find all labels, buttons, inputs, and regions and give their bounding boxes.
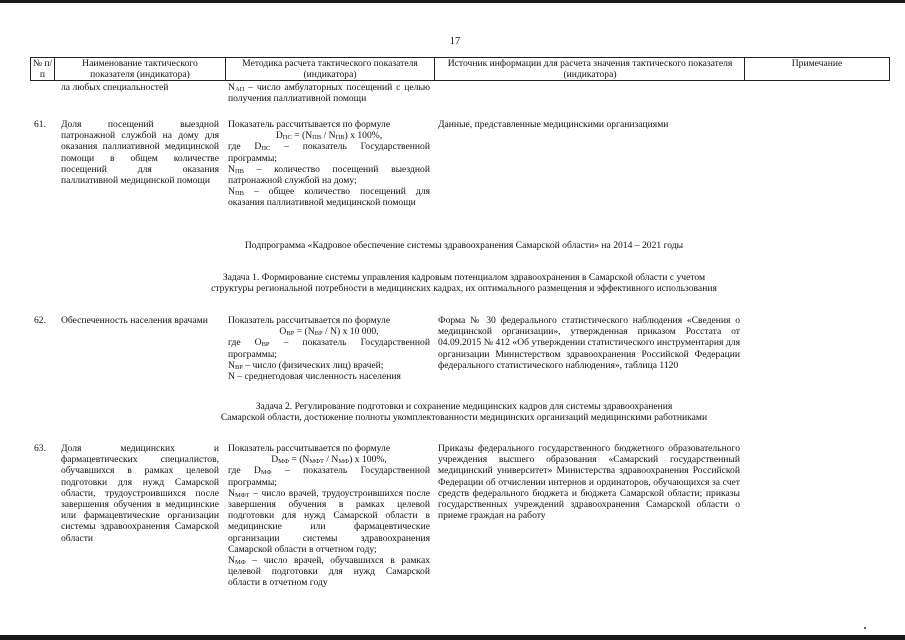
page-number: 17 bbox=[449, 36, 461, 47]
indicator-name: Доля посещений выездной патронажной службой на дому для оказания паллиативной медицинской помощи в общем количестве посещений для оказания паллиативной медицинской помощи bbox=[61, 119, 219, 187]
continued-row-method: $N_{АП}$ – число амбулаторных посещений с целью получения паллиативной помощи bbox=[228, 82, 430, 105]
indicator-source: Форма № 30 федерального статистического наблюдения «Сведения о медицинской организации», утвержденная приказом Росстата от 04.09.2015 № 412 «Об утверждении статистического инструментария для организации Министерством здравоохранения Российской Федерации федерального статистического наблюдения», таблица 1120 bbox=[438, 315, 740, 371]
top-border bbox=[0, 0, 905, 3]
task-2-line: Самарской области, достижение полноты укомплектованности медицинских организаций медицинскими работниками bbox=[220, 412, 708, 424]
method-formula: $D_{МФ} = (N_{МФТ} / N_{МФ})$ х 100%, bbox=[271, 454, 387, 466]
header-divider bbox=[889, 58, 890, 80]
header-divider bbox=[744, 58, 745, 80]
row-number: 61. bbox=[34, 119, 46, 130]
task-1-heading bbox=[60, 272, 868, 294]
header-divider bbox=[434, 58, 435, 80]
continued-row-name: ла любых специальностей bbox=[61, 82, 169, 93]
row-number: 63. bbox=[34, 443, 46, 454]
method-formula: $D_{ПС} = (N_{ПВ} / N_{ПВ})$ х 100%, bbox=[275, 130, 383, 142]
header-col-source: Источник информации для расчета значения тактического показателя (индикатора) bbox=[447, 58, 733, 80]
row-number: 62. bbox=[34, 315, 46, 326]
scan-speck bbox=[864, 627, 866, 629]
indicator-name: Доля медицинских и фармацевтических специалистов, обучавшихся в рамках целевой подготовки для нужд Самарской области, трудоустроившихся после завершения обучения в медицинские или фармацевтические организации системы здравоохранения Самарской области bbox=[61, 443, 219, 544]
indicator-method bbox=[228, 443, 430, 589]
header-col-note: Примечание bbox=[791, 58, 843, 69]
header-divider bbox=[225, 58, 226, 80]
header-col-method: Методика расчета тактического показателя (индикатора) bbox=[242, 58, 418, 80]
header-col-name: Наименование тактического показателя (индикатора) bbox=[82, 58, 198, 80]
indicator-method bbox=[228, 119, 430, 209]
method-intro: Показатель рассчитывается по формуле bbox=[228, 315, 391, 326]
bottom-border bbox=[0, 635, 905, 640]
subprogram-title: Подпрограмма «Кадровое обеспечение системы здравоохранения Самарской области» на 2014 – 2021 годы bbox=[244, 240, 684, 251]
method-definitions: где $О_{ВР}$ – показатель Государственной программы; $N_{ВР}$ – число (физических лиц) врачей; N – среднегодовая численность населения bbox=[228, 337, 430, 383]
task-2-line: Задача 2. Регулирование подготовки и сохранение медицинских кадров для системы здравоохранения bbox=[255, 401, 673, 412]
indicator-source: Данные, представленные медицинскими организациями bbox=[438, 119, 669, 130]
method-definitions: где $D_{МФ}$ – показатель Государственной программы; $N_{МФТ}$ – число врачей, трудоустроившихся после завершения обучения в рамках целевой подготовки для нужд Самарской области в медицинские или фармацевтические организации системы здравоохранения Самарской области в отчетном году; $N_{МФ}$ – число врачей, обучавшихся в рамках целевой подготовки для нужд Самарской области в отчетном году bbox=[228, 465, 430, 589]
task-1-line: Задача 1. Формирование системы управления кадровым потенциалом здравоохранения в Самарской области с учетом bbox=[222, 272, 706, 283]
method-intro: Показатель рассчитывается по формуле bbox=[228, 443, 391, 454]
method-formula: $О_{ВР} = (N_{ВР} / N)$ х 10 000, bbox=[279, 326, 379, 338]
header-divider bbox=[54, 58, 55, 80]
indicator-method bbox=[228, 315, 430, 382]
method-definitions: где $D_{ПС}$ – показатель Государственной программы; $N_{ПВ}$ – количество посещений выездной патронажной службой на дому; $N_{ПВ}$ – общее количество посещений для оказания паллиативной медицинской помощи bbox=[228, 141, 430, 209]
indicator-source: Приказы федерального государственного бюджетного образовательного учреждения высшего образования «Самарский государственный медицинский университет» Министерства здравоохранения Российской Федерации об отчислении интернов и ординаторов, обучающихся за счет средств федерального бюджета и бюджета Самарской области; приказы государственных учреждений здравоохранения Самарской области о приеме граждан на работу bbox=[438, 443, 740, 522]
task-2-heading bbox=[60, 401, 868, 423]
task-1-line: структуры региональной потребности в медицинских кадрах, их оптимального размещения и эффективного использования bbox=[211, 283, 717, 295]
indicator-name: Обеспеченность населения врачами bbox=[61, 315, 208, 326]
header-col-number: № п/п bbox=[32, 58, 53, 80]
method-intro: Показатель рассчитывается по формуле bbox=[228, 119, 391, 130]
